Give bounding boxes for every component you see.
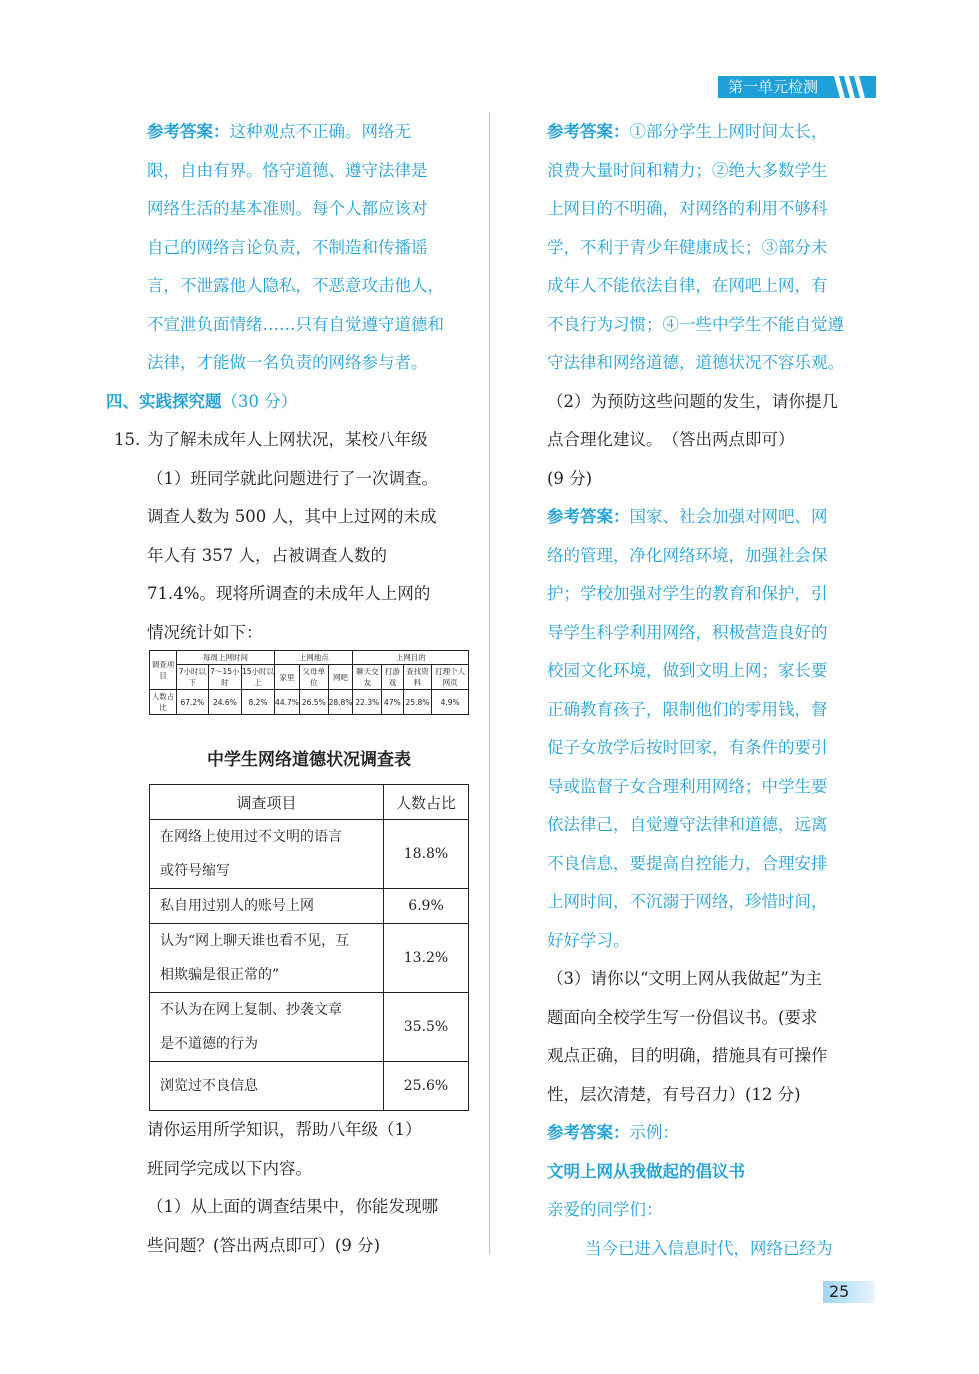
answer-line: 正确教育孩子，限制他们的零用钱，督 [547, 699, 828, 719]
question-line: 为了解未成年人上网状况，某校八年级 [147, 430, 428, 449]
answer-line: 浪费大量时间和精力；②绝大多数学生 [547, 160, 828, 180]
answer-line: 自己的网络言论负责，不制造和传播谣 [147, 237, 428, 257]
answer-line: ①部分学生上网时间太长， [629, 122, 828, 141]
sub-question-2 [547, 383, 877, 499]
item-cell [150, 924, 384, 993]
sub-header: 7小时以下 [177, 665, 209, 690]
question-line: （1）从上面的调查结果中，你能发现哪 [147, 1197, 438, 1216]
question-line: （3）请你以“文明上网从我做起”为主 [547, 969, 822, 988]
letter-greeting: 亲爱的同学们： [547, 1200, 663, 1219]
table-cell: 8.2% [241, 690, 274, 715]
survey-table-title: 中学生网络道德状况调查表 [207, 750, 411, 770]
question-line: 点合理化建议。 （答出两点即可） [547, 430, 795, 449]
table-cell: 22.3% [353, 690, 382, 715]
percent-cell: 25.6% [384, 1062, 469, 1111]
table-row [150, 993, 469, 1062]
answer-line: 不良信息，要提高自控能力，合理安排 [547, 853, 828, 873]
table-cell: 4.9% [432, 690, 469, 715]
answer-text: 示例： [629, 1123, 679, 1142]
item-line: 不认为在网上复制、抄袭文章 [160, 1002, 342, 1018]
table-row [150, 690, 469, 715]
sub-header: 打游戏 [382, 665, 403, 690]
sub-header: 网吧 [328, 665, 353, 690]
question-line: 题面向全校学生写一份倡议书。(要求 [547, 1007, 818, 1027]
right-column [547, 113, 877, 1268]
answer-line: 上网目的不明确，对网络的利用不够科 [547, 199, 828, 218]
question-line: 观点正确，目的明确，措施具有可操作 [547, 1046, 828, 1065]
page-number: 25 [823, 1281, 875, 1303]
question-line: 71.4%。现将所调查的未成年人上网的 [147, 584, 431, 603]
question-line: 情况统计如下： [147, 622, 263, 642]
answer-block-3 [547, 1114, 877, 1268]
sub-header: 聊天交友 [353, 665, 382, 690]
answer-line: 络的管理，净化网络环境，加强社会保 [547, 545, 828, 565]
answer-line: 导学生科学利用网络，积极营造良好的 [547, 622, 828, 642]
answer-block-2 [547, 498, 877, 960]
table-row [150, 889, 469, 924]
ethics-survey-table [149, 784, 469, 1111]
percent-cell: 6.9% [384, 889, 469, 924]
item-cell [150, 1062, 384, 1111]
letter-title: 文明上网从我做起的倡议书 [547, 1161, 745, 1181]
item-line: 在网络上使用过不文明的语言 [160, 829, 342, 845]
answer-line: 不宣泄负面情绪……只有自觉遵守道德和 [147, 314, 444, 334]
item-line: 私自用过别人的账号上网 [160, 898, 314, 914]
section-points: （30 分） [221, 391, 298, 411]
question-line: 班同学完成以下内容。 [147, 1158, 312, 1178]
percent-cell: 18.8% [384, 820, 469, 889]
table-cell: 24.6% [208, 690, 241, 715]
question-line: 请你运用所学知识，帮助八年级（1） [147, 1120, 422, 1139]
letter-line: 当今已进入信息时代，网络已经为 [585, 1238, 833, 1258]
table-cell: 25.8% [403, 690, 432, 715]
question-15-instructions [147, 1111, 477, 1265]
column-divider [489, 112, 490, 1254]
answer-line: 网络生活的基本准则。每个人都应该对 [147, 199, 428, 218]
answer-line: 法律，才能做一名负责的网络参与者。 [147, 353, 428, 372]
item-cell [150, 889, 384, 924]
table-cell: 44.7% [275, 690, 300, 715]
sub-header: 15小时以上 [241, 665, 274, 690]
item-cell [150, 993, 384, 1062]
item-line: 浏览过不良信息 [160, 1078, 258, 1094]
table-cell: 67.2% [177, 690, 209, 715]
table-cell: 26.5% [299, 690, 328, 715]
answer-block-1 [547, 113, 877, 383]
sub-header: 7～15小时 [208, 665, 241, 690]
sub-question-3 [547, 960, 877, 1114]
answer-line: 学，不利于青少年健康成长；③部分未 [547, 237, 828, 257]
answer-line: 限，自由有界。恪守道德、遵守法律是 [147, 160, 428, 180]
column-header: 调查项目 [150, 785, 384, 820]
answer-line: 国家、社会加强对网吧、网 [629, 507, 828, 526]
answer-line: 校园文化环境，做到文明上网；家长要 [547, 661, 828, 680]
percent-cell: 13.2% [384, 924, 469, 993]
answer-line: 护；学校加强对学生的教育和保护，引 [547, 584, 828, 603]
percent-cell: 35.5% [384, 993, 469, 1062]
question-line: 性，层次清楚，有号召力）(12 分) [547, 1084, 801, 1104]
answer-line: 促子女放学后按时回家，有条件的要引 [547, 738, 828, 757]
answer-line: 导或监督子女合理利用网络；中学生要 [547, 776, 828, 796]
question-line: （1）班同学就此问题进行了一次调查。 [147, 468, 438, 488]
question-line: （2）为预防这些问题的发生，请你提几 [547, 391, 838, 411]
stripes-icon [830, 76, 870, 98]
answer-line: 不良行为习惯；④一些中学生不能自觉遵 [547, 314, 844, 334]
answer-line: 成年人不能依法自律，在网吧上网，有 [547, 276, 828, 295]
unit-header [718, 76, 876, 98]
section-title [106, 383, 476, 422]
answer-line: 这种观点不正确。网络无 [229, 122, 411, 141]
group-header: 上网目的 [353, 651, 469, 665]
item-line: 相欺骗是很正常的” [160, 967, 280, 983]
internet-usage-table [149, 650, 469, 715]
answer-block-14 [106, 113, 476, 383]
answer-line: 依法律己，自觉遵守法律和道德，远离 [547, 815, 828, 834]
table-row-header: 调查项目 [150, 651, 177, 690]
table-row [150, 1062, 469, 1111]
row-label: 人数占比 [150, 690, 177, 715]
answer-label: 参考答案： [547, 507, 630, 526]
question-line: (9 分) [547, 468, 593, 488]
item-line: 或符号缩写 [160, 863, 230, 879]
question-15 [106, 421, 476, 652]
answer-line: 守法律和网络道德，道德状况不容乐观。 [547, 353, 844, 372]
answer-label: 参考答案： [547, 122, 630, 141]
item-line: 是不道德的行为 [160, 1036, 258, 1052]
sub-header: 打理个人网页 [432, 665, 469, 690]
question-line: 些问题？(答出两点即可）(9 分) [147, 1235, 381, 1255]
answer-label: 参考答案： [147, 122, 230, 141]
left-column [106, 113, 476, 652]
sub-header: 父母单位 [299, 665, 328, 690]
answer-line: 上网时间，不沉溺于网络，珍惜时间， [547, 892, 828, 911]
table-row [150, 924, 469, 993]
table-row [150, 820, 469, 889]
item-cell [150, 820, 384, 889]
section-title-text: 四、实践探究题 [106, 391, 222, 411]
question-line: 调查人数为 500 人，其中上过网的未成 [147, 507, 437, 526]
answer-line: 好好学习。 [547, 930, 630, 950]
item-line: 认为“网上聊天谁也看不见，互 [160, 933, 350, 949]
unit-header-title: 第一单元检测 [728, 78, 819, 96]
table-cell: 28.8% [328, 690, 353, 715]
question-line: 年人有 357 人，占被调查人数的 [147, 545, 387, 565]
answer-label: 参考答案： [547, 1123, 630, 1142]
group-header: 每周上网时间 [177, 651, 275, 665]
sub-header: 查找资料 [403, 665, 432, 690]
table-cell: 47% [382, 690, 403, 715]
group-header: 上网地点 [275, 651, 353, 665]
answer-line: 言，不泄露他人隐私，不恶意攻击他人， [147, 276, 444, 295]
sub-header: 家里 [275, 665, 300, 690]
question-number: 15. [114, 430, 141, 449]
column-header: 人数占比 [384, 785, 469, 820]
